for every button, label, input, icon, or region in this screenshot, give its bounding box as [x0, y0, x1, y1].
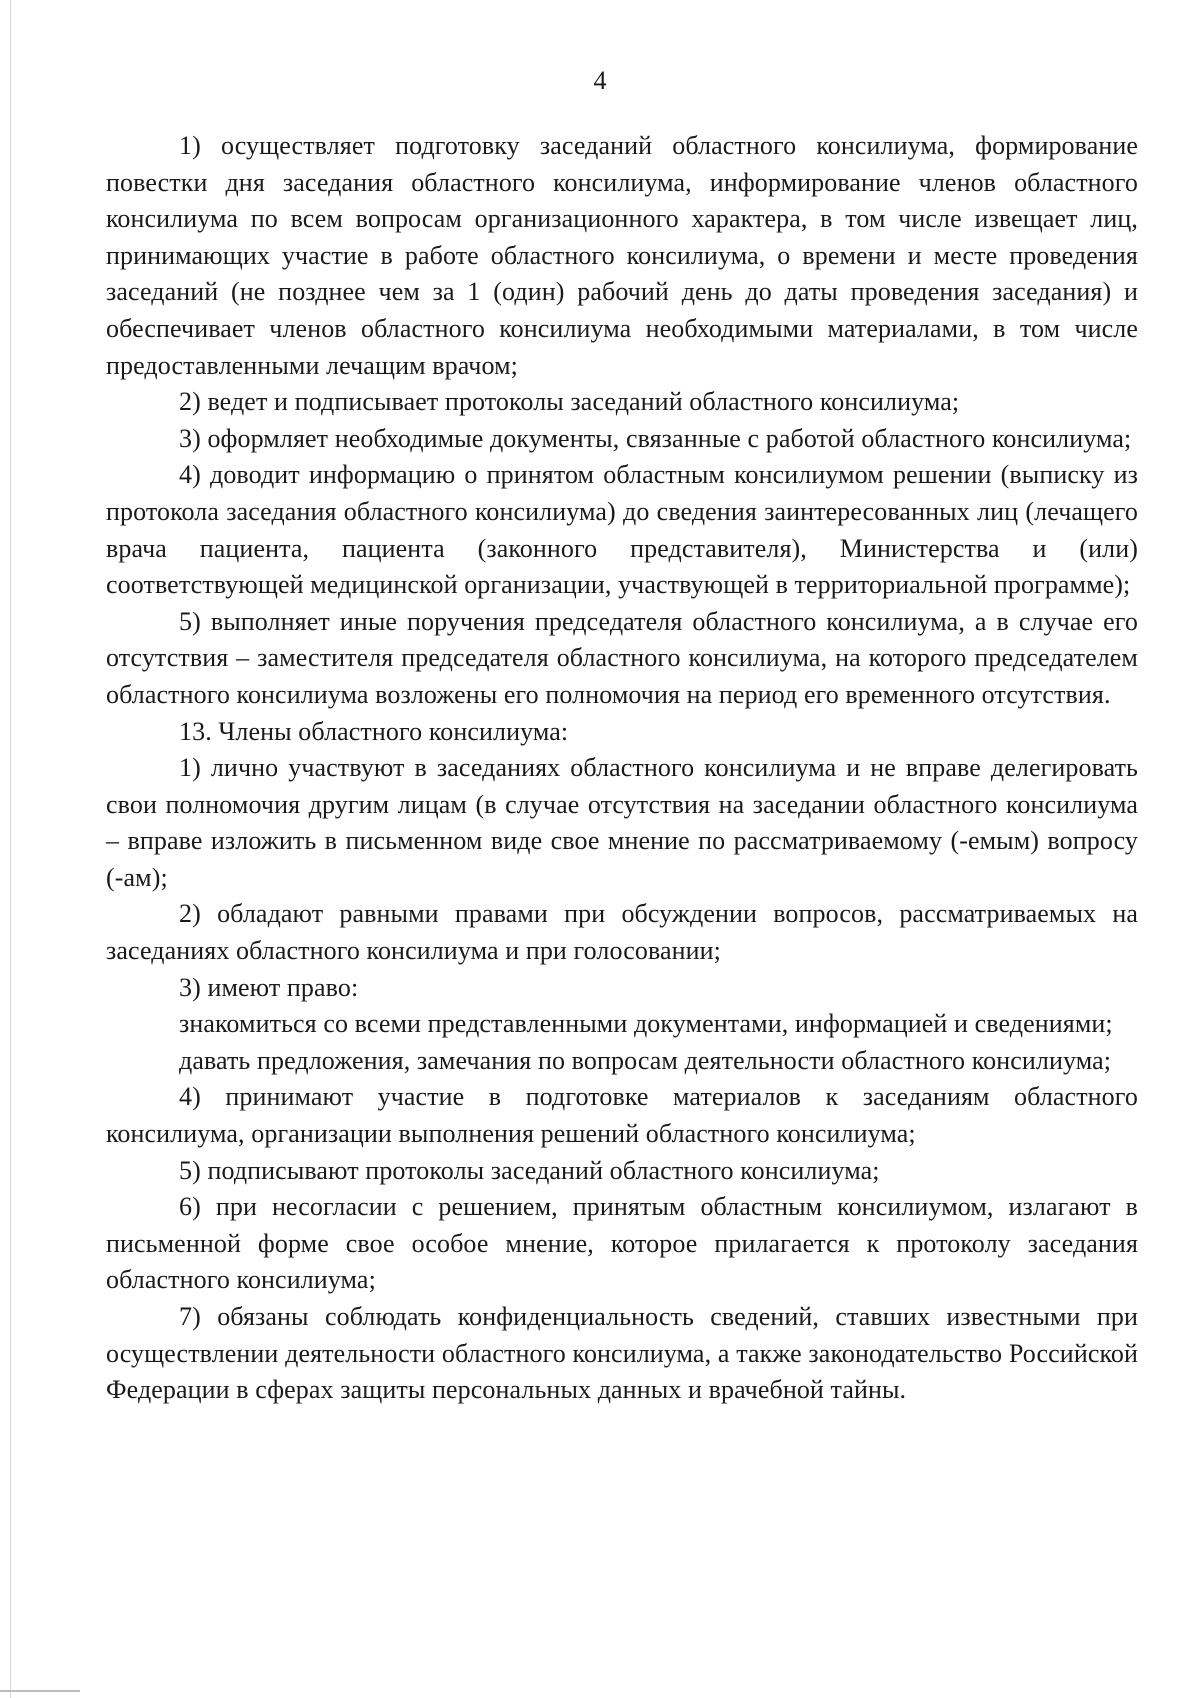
paragraph-secretary-duty-4: 4) доводит информацию о принятом областным консилиумом решении (выписку из протокола заседания областного консилиума) до сведения заинтересованных лиц (лечащего врача пациента, пациента (законного представителя), Министерства и (или) соответствующей медицинской организации, участвующей в территориальной программе); [106, 460, 1138, 600]
paragraph-secretary-duty-2: 2) ведет и подписывает протоколы заседаний областного консилиума; [179, 387, 960, 417]
paragraph-secretary-duty-3: 3) оформляет необходимые документы, связанные с работой областного консилиума; [179, 423, 1132, 453]
paragraph-member-duty-2: 2) обладают равными правами при обсуждении вопросов, рассматриваемых на заседаниях областного консилиума и при голосовании; [106, 899, 1138, 966]
paragraph-member-duty-1: 1) лично участвуют в заседаниях областного консилиума и не вправе делегировать свои полномочия другим лицам (в случае отсутствия на заседании областного консилиума – вправе изложить в письменном виде свое мнение по рассматриваемому (-емым) вопросу (-ам); [106, 753, 1138, 892]
document-body [106, 128, 1138, 1409]
paragraph-member-right-1: знакомиться со всеми представленными документами, информацией и сведениями; [179, 1009, 1113, 1039]
paragraph-member-duty-4: 4) принимают участие в подготовке материалов к заседаниям областного консилиума, организации выполнения решений областного консилиума; [106, 1082, 1138, 1149]
paragraph-member-duty-5: 5) подписывают протоколы заседаний областного консилиума; [179, 1155, 880, 1185]
paragraph-secretary-duty-5: 5) выполняет иные поручения председателя областного консилиума, а в случае его отсутствия – заместителя председателя областного консилиума, на которого председателем областного консилиума возложены его полномочия на период его временного отсутствия. [106, 606, 1138, 709]
scan-bottom-mark [0, 1690, 80, 1692]
paragraph-member-duty-7: 7) обязаны соблюдать конфиденциальность сведений, ставших известными при осуществлении деятельности областного консилиума, а также законодательство Российской Федерации в сферах защиты персональных данных и врачебной тайны. [106, 1302, 1138, 1405]
scan-edge-line [10, 0, 11, 1698]
paragraph-member-duty-6: 6) при несогласии с решением, принятым областным консилиумом, излагают в письменной форме свое особое мнение, которое прилагается к протоколу заседания областного консилиума; [106, 1192, 1138, 1295]
paragraph-member-right-2: давать предложения, замечания по вопросам деятельности областного консилиума; [179, 1045, 1112, 1075]
paragraph-secretary-duty-1: 1) осуществляет подготовку заседаний областного консилиума, формирование повестки дня заседания областного консилиума, информирование членов областного консилиума по всем вопросам организационного характера, в том числе извещает лиц, принимающих участие в работе областного консилиума, о времени и месте проведения заседаний (не позднее чем за 1 (один) рабочий день до даты проведения заседания) и обеспечивает членов областного консилиума необходимыми материалами, в том числе предоставленными лечащим врачом; [106, 131, 1138, 380]
page-number: 4 [593, 66, 607, 95]
paragraph-member-duty-3: 3) имеют право: [179, 972, 359, 1002]
section-heading-members: 13. Члены областного консилиума: [179, 716, 569, 746]
